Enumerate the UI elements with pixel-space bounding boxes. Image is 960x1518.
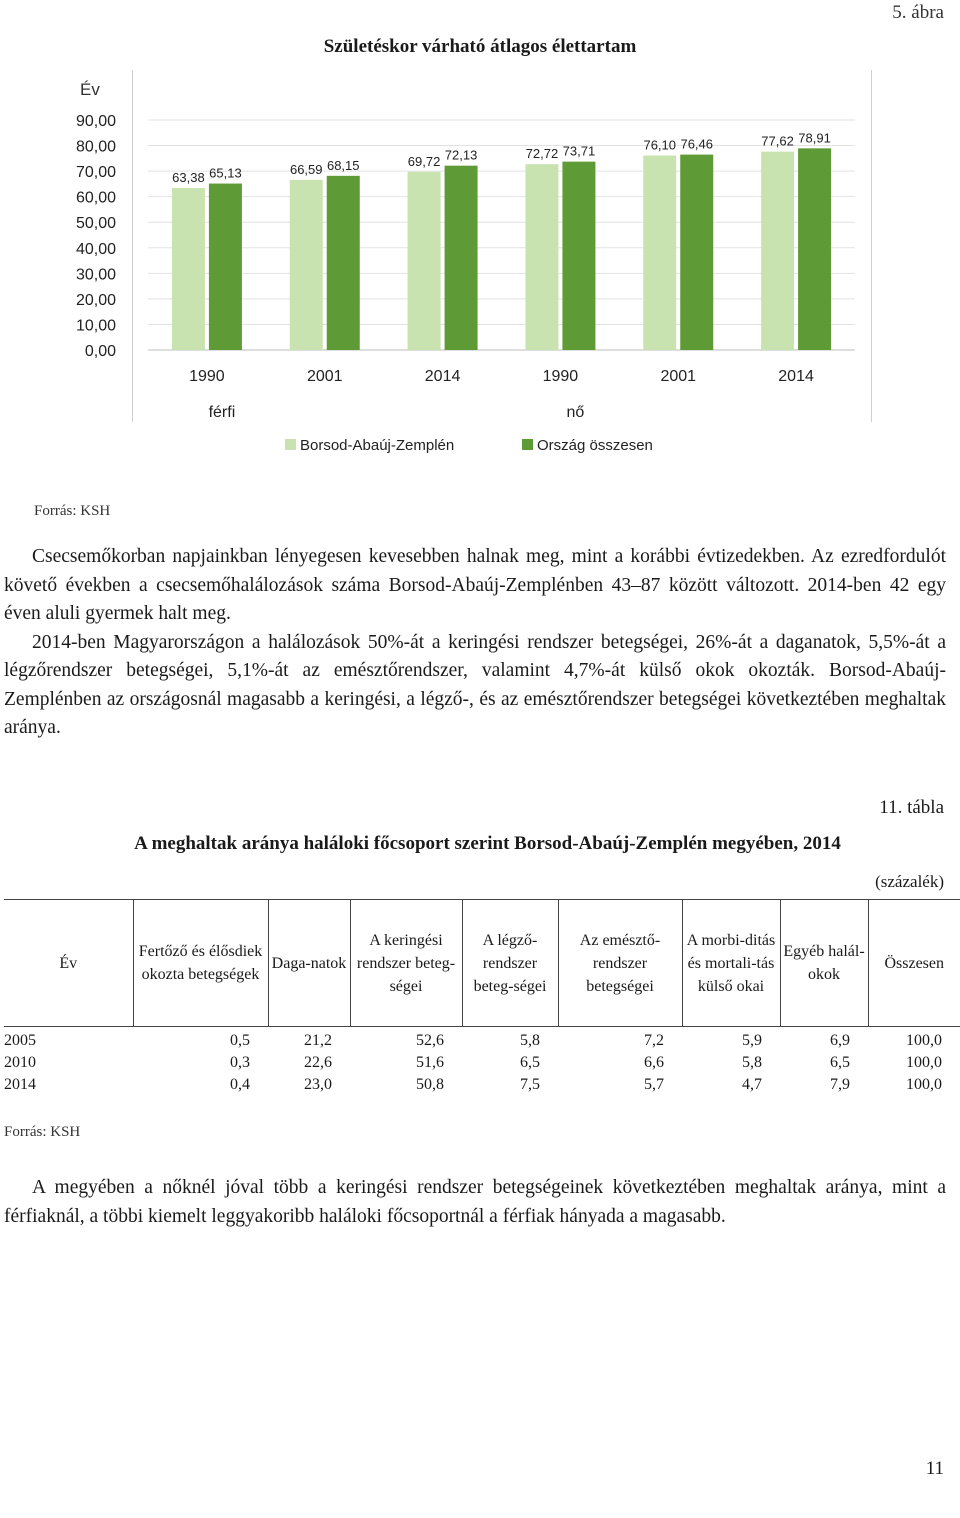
table-cell: 100,0 — [906, 1054, 942, 1071]
bar-borsod — [172, 188, 205, 350]
table-cell: 7,9 — [830, 1076, 850, 1093]
y-axis-label: Év — [80, 80, 100, 99]
bar-borsod — [643, 156, 676, 350]
bar-orszag — [327, 176, 360, 350]
table-cell: 0,4 — [230, 1076, 250, 1093]
header-emeszto: Az emésztő-rendszer betegségei — [558, 900, 682, 1027]
bar-borsod — [525, 164, 558, 350]
table-row — [4, 1027, 960, 1053]
table-title: A meghaltak aránya haláloki főcsoport szerint Borsod-Abaúj-Zemplén megyében, 2014 — [134, 833, 841, 854]
bar-orszag — [209, 184, 242, 350]
bar-orszag — [445, 166, 478, 350]
table-cell: 100,0 — [906, 1032, 942, 1049]
y-tick-label: 30,00 — [75, 266, 116, 284]
table-cell: 6,6 — [644, 1054, 664, 1071]
figure-number: 5. ábra — [892, 2, 944, 23]
bar-data-label: 69,72 — [407, 153, 441, 169]
table-cell-year: 2010 — [4, 1054, 36, 1071]
table-cell-year: 2014 — [4, 1076, 36, 1093]
header-legzo: A légző-rendszer beteg-ségei — [462, 900, 558, 1027]
table-cell: 51,6 — [416, 1054, 444, 1071]
bar-data-label: 77,62 — [761, 133, 794, 149]
bar-data-label: 66,59 — [289, 161, 323, 177]
bar-borsod — [290, 180, 323, 350]
bar-data-label: 68,15 — [326, 157, 360, 173]
table-cell: 5,7 — [644, 1076, 664, 1093]
paragraph-infant-mortality — [4, 543, 946, 743]
bar-data-label: 63,38 — [172, 170, 205, 186]
header-osszesen: Összesen — [868, 900, 960, 1027]
table-cell: 5,8 — [520, 1032, 540, 1049]
table-cell: 7,2 — [644, 1032, 664, 1049]
table-row — [4, 1074, 960, 1096]
header-ev: Év — [4, 900, 133, 1027]
table-cell: 0,3 — [230, 1054, 250, 1071]
life-expectancy-chart — [0, 70, 960, 470]
y-tick-label: 90,00 — [75, 113, 116, 130]
x-tick-label: 1990 — [542, 368, 579, 385]
bar-data-label: 76,46 — [680, 136, 714, 152]
header-fertozo: Fertőző és élősdiek okozta betegségek — [133, 900, 268, 1027]
legend-swatch — [285, 439, 296, 450]
table-cell: 52,6 — [416, 1032, 444, 1049]
table-cell: 100,0 — [906, 1076, 942, 1093]
x-tick-label: 2001 — [660, 368, 697, 385]
table-cell: 21,2 — [304, 1032, 332, 1049]
paragraph-2: 2014-ben Magyarországon a halálozások 50%-át a keringési rendszer betegségei, 26%-át a daganatok, 5,5%-át a légzőrendszer betegségei, 5,1%-át az emésztőrendszer, valamint 4,7%-át külső okok okozták. Borsod-Abaúj-Zemplénben az országosnál magasabb a keringési, a légző-, és az emésztőrendszer betegségei következtében meghaltak aránya. — [4, 631, 946, 738]
x-group-label: férfi — [208, 404, 236, 421]
table-cell: 50,8 — [416, 1076, 444, 1093]
table-body — [4, 1027, 960, 1097]
figure-title: Születéskor várható átlagos élettartam — [323, 36, 637, 57]
x-group-label: nő — [566, 404, 585, 421]
x-tick-label: 1990 — [189, 368, 225, 385]
bar-borsod — [761, 152, 794, 350]
table-unit: (százalék) — [875, 872, 944, 891]
table-cell-year: 2005 — [4, 1032, 36, 1049]
header-kulso-okok: A morbi-ditás és mortali-tás külső okai — [682, 900, 780, 1027]
header-egyeb: Egyéb halál-okok — [780, 900, 868, 1027]
x-tick-label: 2014 — [778, 368, 814, 385]
bar-orszag — [798, 148, 831, 350]
x-tick-label: 2001 — [306, 368, 343, 385]
paragraph-1: Csecsemőkorban napjainkban lényegesen kevesebben halnak meg, mint a korábbi évtizedekben. Az ezredfordulót követő években a csecsemőhalálozások száma Borsod-Abaúj-Zemplénben 43–87 között változott. 2014-ben 42 egy éven aluli gyermek halt meg. — [4, 546, 946, 624]
bar-orszag — [680, 155, 713, 350]
y-tick-label: 80,00 — [75, 138, 116, 156]
bar-borsod — [408, 172, 441, 350]
table-cell: 5,9 — [742, 1032, 762, 1049]
y-tick-label: 60,00 — [75, 189, 116, 207]
y-tick-label: 20,00 — [75, 291, 116, 309]
bar-orszag — [562, 162, 595, 350]
paragraph-3: A megyében a nőknél jóval több a keringési rendszer betegségeinek következtében meghaltak aránya, mint a férfiaknál, a többi kiemelt leggyakoribb haláloki főcsoportnál a férfiak hányada a magasabb. — [4, 1177, 946, 1227]
bar-data-label: 65,13 — [209, 165, 242, 181]
table-cell: 23,0 — [304, 1076, 332, 1093]
table-cell: 6,5 — [520, 1054, 540, 1071]
header-daganatok: Daga-natok — [268, 900, 350, 1027]
table-cell: 7,5 — [520, 1076, 540, 1093]
table-number: 11. tábla — [879, 797, 944, 818]
table-source: Forrás: KSH — [4, 1124, 81, 1140]
page-number: 11 — [925, 1458, 944, 1479]
y-tick-label: 0,00 — [84, 343, 116, 360]
mortality-table — [4, 899, 960, 1096]
table-row — [4, 1052, 960, 1074]
y-tick-label: 10,00 — [75, 317, 116, 335]
paragraph-gender — [4, 1174, 946, 1231]
table-cell: 6,5 — [830, 1054, 850, 1071]
bar-data-label: 76,10 — [643, 137, 677, 153]
table-cell: 4,7 — [742, 1076, 762, 1093]
legend-swatch — [522, 439, 533, 450]
x-tick-label: 2014 — [424, 368, 461, 385]
bar-data-label: 78,91 — [798, 130, 831, 146]
table-cell: 5,8 — [742, 1054, 762, 1071]
legend-label: Borsod-Abaúj-Zemplén — [300, 437, 455, 454]
y-tick-label: 70,00 — [75, 164, 116, 182]
y-tick-label: 50,00 — [75, 215, 116, 233]
legend-label: Ország összesen — [537, 437, 653, 454]
bar-data-label: 72,72 — [525, 146, 559, 162]
bar-data-label: 73,71 — [562, 143, 596, 159]
figure-source: Forrás: KSH — [34, 503, 111, 519]
header-keringesi: A keringési rendszer beteg-ségei — [350, 900, 462, 1027]
bar-data-label: 72,13 — [444, 147, 478, 163]
table-cell: 0,5 — [230, 1032, 250, 1049]
y-tick-label: 40,00 — [75, 240, 116, 258]
table-cell: 22,6 — [304, 1054, 332, 1071]
table-cell: 6,9 — [830, 1032, 850, 1049]
